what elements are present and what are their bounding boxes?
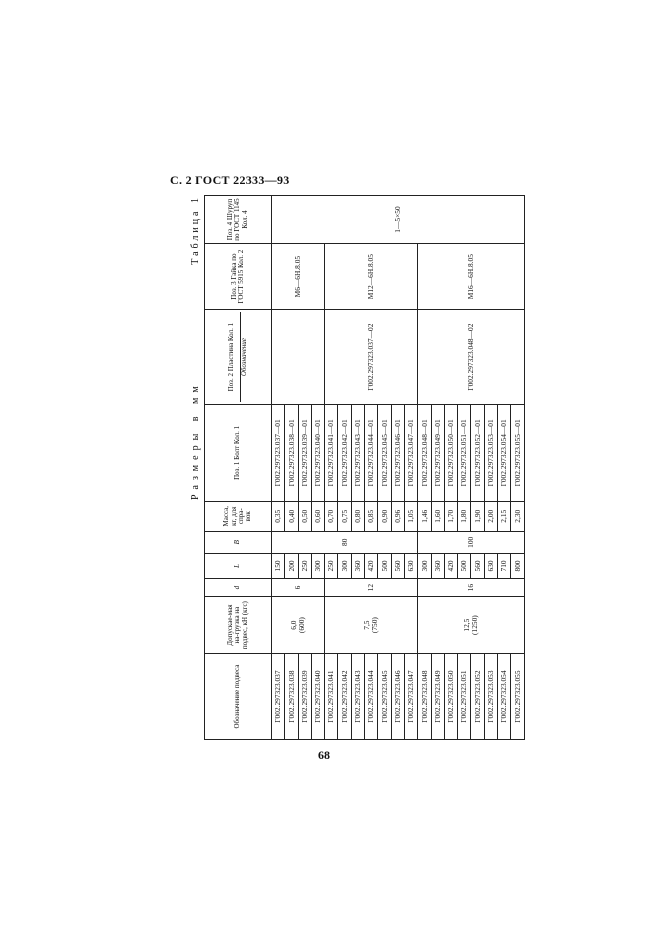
row-designation: Г002.297323.054 [498,654,511,740]
row-L: 300 [311,553,324,578]
row-designation: Г002.297323.049 [431,654,444,740]
row-mass: 1,60 [431,501,444,531]
load-kgf: (1250) [469,615,479,635]
col-d: d [205,579,272,597]
col-mass: Масса, кг, для спра-вок [205,501,272,531]
row-L: 800 [511,553,524,578]
table-row [272,196,285,740]
row-bolt: Г002.297323.055—01 [511,405,524,502]
row-B: 80 [272,531,418,553]
row-mass: 2,00 [484,501,497,531]
row-designation: Г002.297323.041 [325,654,338,740]
row-d: 16 [418,579,524,597]
col-pos2 [205,310,272,405]
row-designation: Г002.297323.044 [365,654,378,740]
row-mass: 0,80 [351,501,364,531]
row-designation: Г002.297323.037 [272,654,285,740]
row-B: 100 [418,531,524,553]
load-kn: 6,0 [289,620,299,630]
dimensions-note: Размеры в мм [190,381,201,500]
row-load [325,597,418,654]
row-designation: Г002.297323.042 [338,654,351,740]
row-load [418,597,524,654]
col-designation: Обозначение подвеса [205,654,272,740]
row-L: 710 [498,553,511,578]
row-plate [272,310,325,405]
row-mass: 0,60 [311,501,324,531]
row-L: 500 [458,553,471,578]
row-nut: М12—6Н.8.05 [325,244,418,310]
row-L: 300 [338,553,351,578]
row-bolt: Г002.297323.052—01 [471,405,484,502]
row-designation: Г002.297323.048 [418,654,431,740]
row-d: 6 [272,579,325,597]
row-L: 420 [444,553,457,578]
row-L: 420 [365,553,378,578]
row-nut: М6—6Н.8.05 [272,244,325,310]
table-header-row [205,196,272,740]
col-B: B [205,531,272,553]
load-kgf: (750) [370,617,380,634]
row-bolt: Г002.297323.037—01 [272,405,285,502]
row-designation: Г002.297323.053 [484,654,497,740]
row-designation: Г002.297323.055 [511,654,524,740]
row-bolt: Г002.297323.047—01 [404,405,417,502]
table-row [418,196,431,740]
table-caption: Таблица 1 [190,195,201,265]
col-load: Допускае-мая на-грузка на подвес, кН (кгс) [205,597,272,654]
row-mass: 2,30 [511,501,524,531]
row-L: 300 [418,553,431,578]
row-L: 630 [484,553,497,578]
row-L: 630 [404,553,417,578]
row-bolt: Г002.297323.043—01 [351,405,364,502]
row-L: 560 [391,553,404,578]
row-mass: 0,70 [325,501,338,531]
row-bolt: Г002.297323.041—01 [325,405,338,502]
row-screw: 1—5×50 [272,196,525,244]
row-mass: 1,90 [471,501,484,531]
row-mass: 2,15 [498,501,511,531]
row-L: 150 [272,553,285,578]
row-plate: Г002.297323.048—02 [418,310,524,405]
row-bolt: Г002.297323.044—01 [365,405,378,502]
col-pos4: Поз. 4 Шуруп по ГОСТ 1145 Кол. 4 [205,196,272,244]
spec-table [204,195,525,740]
row-mass: 0,40 [285,501,298,531]
page-number: 68 [318,748,330,762]
page-header: С. 2 ГОСТ 22333—93 [170,173,290,187]
row-bolt: Г002.297323.046—01 [391,405,404,502]
row-bolt: Г002.297323.038—01 [285,405,298,502]
row-bolt: Г002.297323.051—01 [458,405,471,502]
row-designation: Г002.297323.043 [351,654,364,740]
row-mass: 0,75 [338,501,351,531]
row-bolt: Г002.297323.054—01 [498,405,511,502]
row-mass: 1,70 [444,501,457,531]
row-designation: Г002.297323.047 [404,654,417,740]
row-designation: Г002.297323.038 [285,654,298,740]
col-pos3: Поз. 3 Гайка по ГОСТ 5915 Кол. 2 [205,244,272,310]
row-load [272,597,325,654]
row-mass: 0,85 [365,501,378,531]
row-bolt: Г002.297323.048—01 [418,405,431,502]
row-mass: 1,05 [404,501,417,531]
load-kn: 12,5 [462,618,472,632]
row-bolt: Г002.297323.042—01 [338,405,351,502]
row-bolt: Г002.297323.039—01 [298,405,311,502]
rotated-table-frame [190,195,520,740]
row-bolt: Г002.297323.050—01 [444,405,457,502]
table-row [325,196,338,740]
load-kgf: (600) [297,617,307,634]
row-bolt: Г002.297323.053—01 [484,405,497,502]
row-mass: 1,46 [418,501,431,531]
row-nut: М16—6Н.8.05 [418,244,524,310]
row-bolt: Г002.297323.040—01 [311,405,324,502]
col-pos2-title: Поз. 2 Пластина Кол. 1 [227,322,236,392]
row-d: 12 [325,579,418,597]
row-mass: 1,80 [458,501,471,531]
col-L: L [205,553,272,578]
row-designation: Г002.297323.040 [311,654,324,740]
row-designation: Г002.297323.046 [391,654,404,740]
row-designation: Г002.297323.045 [378,654,391,740]
row-designation: Г002.297323.039 [298,654,311,740]
row-mass: 0,90 [378,501,391,531]
row-designation: Г002.297323.050 [444,654,457,740]
row-designation: Г002.297323.052 [471,654,484,740]
row-L: 200 [285,553,298,578]
col-pos2-subtitle: Обозначение [240,312,248,402]
row-mass: 0,50 [298,501,311,531]
row-L: 250 [325,553,338,578]
row-bolt: Г002.297323.049—01 [431,405,444,502]
table-body [272,196,525,740]
row-plate: Г002.297323.037—02 [325,310,418,405]
row-L: 250 [298,553,311,578]
row-L: 500 [378,553,391,578]
row-L: 360 [431,553,444,578]
row-L: 560 [471,553,484,578]
row-mass: 0,96 [391,501,404,531]
row-designation: Г002.297323.051 [458,654,471,740]
col-pos1: Поз. 1 Болт Кол. 1 [205,405,272,502]
row-mass: 0,35 [272,501,285,531]
load-kn: 7,5 [362,620,372,630]
row-bolt: Г002.297323.045—01 [378,405,391,502]
row-L: 360 [351,553,364,578]
